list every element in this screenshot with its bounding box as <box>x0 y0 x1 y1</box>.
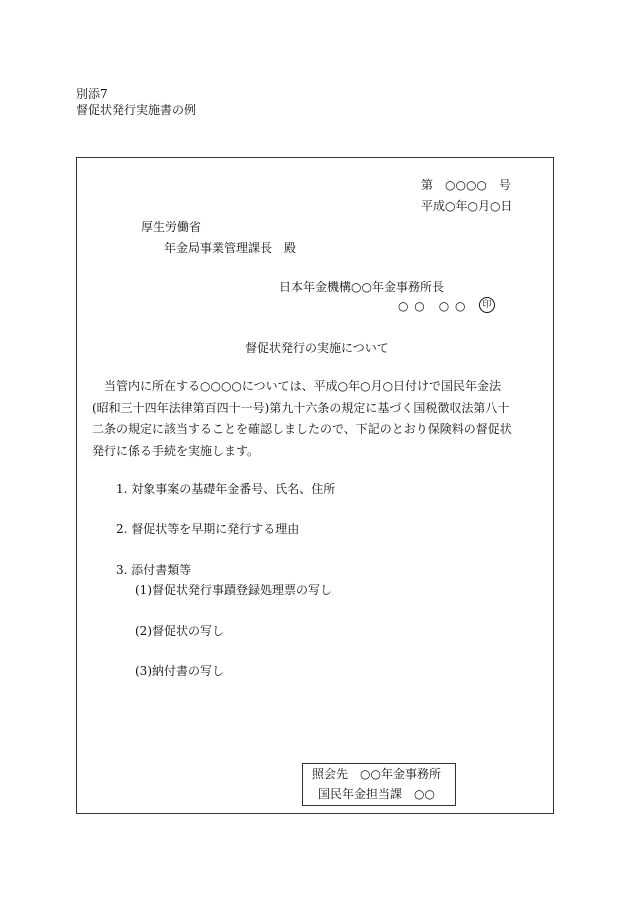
attachment-label: 別添7 <box>76 87 108 101</box>
page-title: 督促状発行実施書の例 <box>76 103 197 117</box>
contact-line-1: 照会先 ○○年金事務所 <box>312 767 441 781</box>
document-subject: 督促状発行の実施について <box>245 341 389 355</box>
body-line: (昭和三十四年法律第百四十一号)第九十六条の規定に基づく国税徴収法第八十 <box>92 400 510 415</box>
attachment-item-3: (3)納付書の写し <box>135 664 224 678</box>
document-number: 第 ○○○○ 号 <box>421 178 511 192</box>
attachment-item-1: (1)督促状発行事蹟登録処理票の写し <box>135 583 332 597</box>
contact-line-2: 国民年金担当課 ○○ <box>318 787 435 801</box>
body-line: 二条の規定に該当することを確認しましたので、下記のとおり保険料の督促状 <box>92 422 512 436</box>
body-line: 発行に係る手続を実施します。 <box>92 443 260 458</box>
body-paragraph <box>92 376 526 462</box>
sender-name: ○ ○ ○ ○ <box>398 299 467 313</box>
sender-organization: 日本年金機構○○年金事務所長 <box>279 280 444 294</box>
list-item-3: 3. 添付書類等 <box>116 563 192 577</box>
list-item-1: 1. 対象事案の基礎年金番号、氏名、住所 <box>116 482 336 496</box>
attachment-item-2: (2)督促状の写し <box>135 624 224 638</box>
document-date: 平成○年○月○日 <box>421 199 513 213</box>
recipient-organization: 厚生労働省 <box>141 220 202 234</box>
list-item-2: 2. 督促状等を早期に発行する理由 <box>116 522 300 536</box>
seal-stamp: 印 <box>479 297 495 313</box>
recipient-person: 年金局事業管理課長 殿 <box>164 241 297 255</box>
body-line: 当管内に所在する○○○○については、平成○年○月○日付けで国民年金法 <box>92 379 502 393</box>
